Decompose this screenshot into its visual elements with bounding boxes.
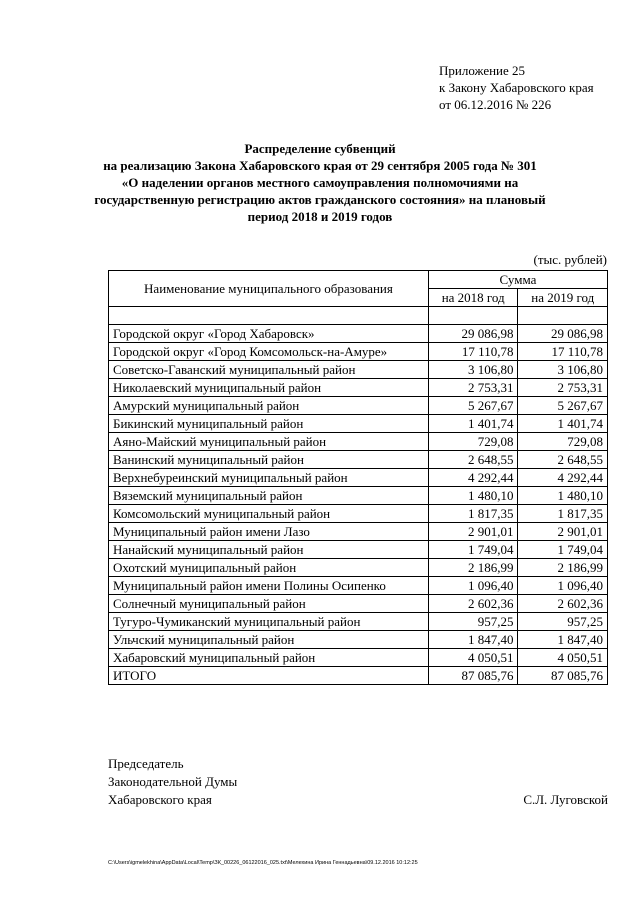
cell-2018: 729,08	[428, 433, 518, 451]
cell-name: Вяземский муниципальный район	[109, 487, 429, 505]
table-row	[109, 559, 608, 577]
signature-title-line: Хабаровского края	[108, 792, 212, 807]
cell-2019: 1 817,35	[518, 505, 608, 523]
cell-2018: 1 817,35	[428, 505, 518, 523]
cell-name: Муниципальный район имени Полины Осипенко	[109, 577, 429, 595]
cell-2019: 1 847,40	[518, 631, 608, 649]
signature-block	[108, 755, 608, 809]
table-row	[109, 343, 608, 361]
table-row	[109, 379, 608, 397]
cell-2019: 2 753,31	[518, 379, 608, 397]
cell-2019: 1 749,04	[518, 541, 608, 559]
table-row	[109, 361, 608, 379]
cell-2019: 2 186,99	[518, 559, 608, 577]
total-2018: 87 085,76	[428, 667, 518, 685]
cell-2018: 957,25	[428, 613, 518, 631]
cell-name: Николаевский муниципальный район	[109, 379, 429, 397]
cell-name: Ванинский муниципальный район	[109, 451, 429, 469]
cell-2019: 29 086,98	[518, 325, 608, 343]
cell-name: Бикинский муниципальный район	[109, 415, 429, 433]
cell-2019: 17 110,78	[518, 343, 608, 361]
cell-2019: 3 106,80	[518, 361, 608, 379]
cell-2018: 1 847,40	[428, 631, 518, 649]
column-header-name: Наименование муниципального образования	[109, 271, 429, 307]
table-row	[109, 613, 608, 631]
cell-2018: 1 096,40	[428, 577, 518, 595]
file-path-footer: C:\Users\igmelekhina\AppData\Local\Temp\ЗК_00226_06122016_025.txt\Мелехина Ирина Геннадьевна\09.12.2016 10:12:25	[108, 860, 418, 866]
cell-name: Аяно-Майский муниципальный район	[109, 433, 429, 451]
cell-name: Городской округ «Город Хабаровск»	[109, 325, 429, 343]
cell-2019: 957,25	[518, 613, 608, 631]
cell-name: Городской округ «Город Комсомольск-на-Амуре»	[109, 343, 429, 361]
table-body	[109, 307, 608, 685]
title-line: Распределение субвенций	[244, 141, 396, 156]
cell-name: Тугуро-Чумиканский муниципальный район	[109, 613, 429, 631]
table-row	[109, 505, 608, 523]
table-row	[109, 649, 608, 667]
cell-name: Солнечный муниципальный район	[109, 595, 429, 613]
cell-2018: 2 648,55	[428, 451, 518, 469]
signature-title-line: Председатель	[108, 756, 184, 771]
cell-name: Советско-Гаванский муниципальный район	[109, 361, 429, 379]
cell-name: Хабаровский муниципальный район	[109, 649, 429, 667]
cell-name: Верхнебуреинский муниципальный район	[109, 469, 429, 487]
table-row	[109, 577, 608, 595]
cell-2018: 3 106,80	[428, 361, 518, 379]
cell-2018: 2 753,31	[428, 379, 518, 397]
cell-2018: 2 186,99	[428, 559, 518, 577]
cell-2019: 2 901,01	[518, 523, 608, 541]
appendix-line: к Закону Хабаровского края	[439, 80, 594, 95]
document-title	[80, 140, 560, 225]
cell-2019: 1 401,74	[518, 415, 608, 433]
cell-2019: 2 648,55	[518, 451, 608, 469]
cell-name: Ульчский муниципальный район	[109, 631, 429, 649]
table-row	[109, 595, 608, 613]
signatory-name: С.Л. Луговской	[523, 792, 608, 807]
cell-2018: 1 480,10	[428, 487, 518, 505]
table-row	[109, 433, 608, 451]
table-row	[109, 631, 608, 649]
cell-2018: 4 292,44	[428, 469, 518, 487]
cell-2019: 2 602,36	[518, 595, 608, 613]
cell-name: Комсомольский муниципальный район	[109, 505, 429, 523]
title-line: государственную регистрацию актов гражданского состояния» на плановый	[94, 192, 546, 207]
cell-2019: 4 050,51	[518, 649, 608, 667]
total-2019: 87 085,76	[518, 667, 608, 685]
signature-title-line: Законодательной Думы	[108, 774, 238, 789]
table-row	[109, 487, 608, 505]
table-row	[109, 541, 608, 559]
table-row	[109, 325, 608, 343]
table-row	[109, 397, 608, 415]
table-row	[109, 415, 608, 433]
cell-2019: 4 292,44	[518, 469, 608, 487]
units-label: (тыс. рублей)	[533, 252, 607, 267]
title-line: на реализацию Закона Хабаровского края от 29 сентября 2005 года № 301	[103, 158, 537, 173]
cell-name: Муниципальный район имени Лазо	[109, 523, 429, 541]
total-row	[109, 667, 608, 685]
appendix-line: Приложение 25	[439, 63, 526, 78]
cell-2018: 1 749,04	[428, 541, 518, 559]
subvention-table	[108, 270, 608, 685]
cell-name: Охотский муниципальный район	[109, 559, 429, 577]
cell-2018: 2 602,36	[428, 595, 518, 613]
appendix-line: от 06.12.2016 № 226	[439, 97, 552, 112]
cell-2019: 1 480,10	[518, 487, 608, 505]
appendix-block	[439, 62, 594, 113]
cell-2018: 1 401,74	[428, 415, 518, 433]
table-row	[109, 469, 608, 487]
column-header-2019: на 2019 год	[518, 289, 608, 307]
cell-2018: 4 050,51	[428, 649, 518, 667]
cell-2019: 5 267,67	[518, 397, 608, 415]
table-row	[109, 523, 608, 541]
cell-2018: 29 086,98	[428, 325, 518, 343]
title-line: «О наделении органов местного самоуправления полномочиями на	[121, 175, 519, 190]
spacer-row	[109, 307, 608, 325]
cell-2018: 2 901,01	[428, 523, 518, 541]
cell-2018: 17 110,78	[428, 343, 518, 361]
cell-name: Амурский муниципальный район	[109, 397, 429, 415]
cell-2018: 5 267,67	[428, 397, 518, 415]
cell-name: Нанайский муниципальный район	[109, 541, 429, 559]
total-label: ИТОГО	[109, 667, 429, 685]
column-header-2018: на 2018 год	[428, 289, 518, 307]
cell-2019: 1 096,40	[518, 577, 608, 595]
cell-2019: 729,08	[518, 433, 608, 451]
table-row	[109, 451, 608, 469]
column-header-sum: Сумма	[428, 271, 607, 289]
title-line: период 2018 и 2019 годов	[247, 209, 393, 224]
